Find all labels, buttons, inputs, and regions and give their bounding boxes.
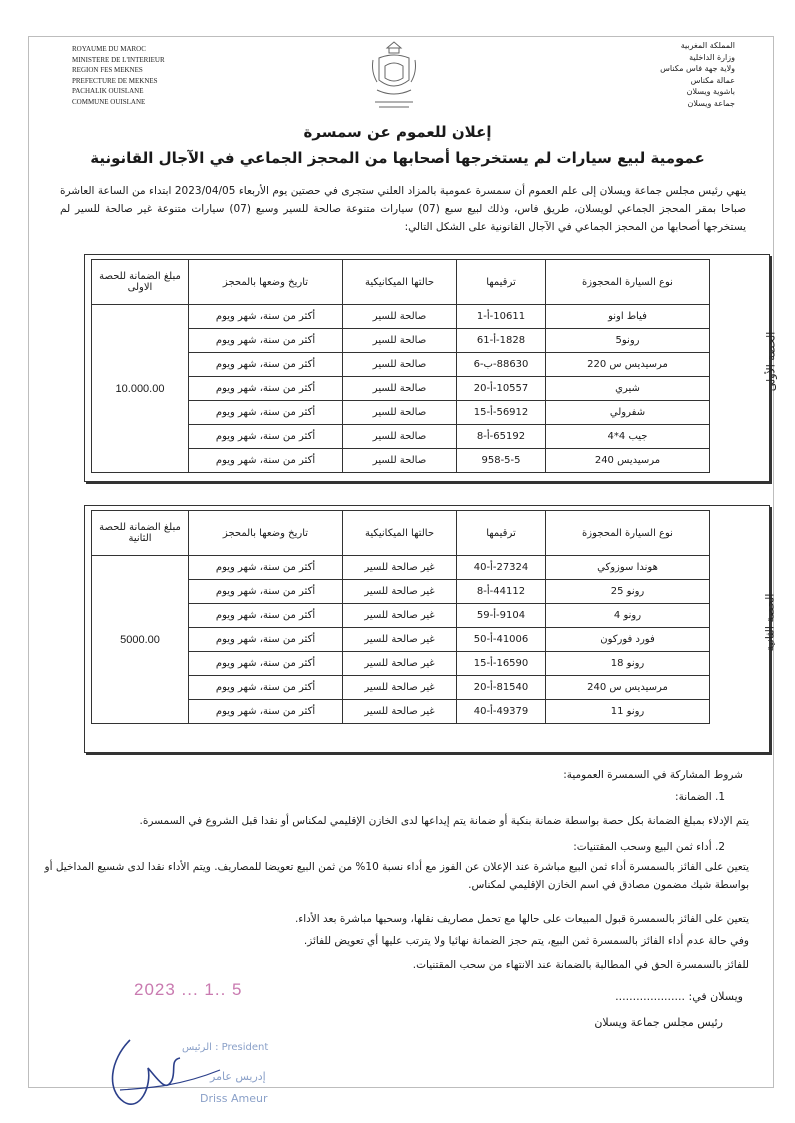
condition-2-title: 2. أداء ثمن البيع وسحب المقتنيات: (573, 841, 725, 853)
vehicle-state: غير صالحة للسير (343, 676, 457, 700)
condition-line-3: يتعين على الفائز بالسمسرة قبول المبيعات على حالها مع تحمل مصاريف نقلها، وسحبها مباشرة بعد الأداء. (294, 913, 749, 925)
conditions-heading: شروط المشاركة في السمسرة العمومية: (563, 769, 743, 781)
vehicle-state: صالحة للسير (343, 401, 457, 425)
vehicle-type: مرسيديس 240 (546, 449, 710, 473)
header-plate: ترقيمها (457, 511, 546, 556)
vehicle-date: أكثر من سنة، شهر ويوم (189, 353, 343, 377)
header-ar-line: المملكة المغربية (680, 41, 735, 50)
header-plate: ترقيمها (457, 260, 546, 305)
vehicle-type: رونو 25 (546, 580, 710, 604)
vehicle-date: أكثر من سنة، شهر ويوم (189, 556, 343, 580)
seal-text: Driss Ameur (200, 1092, 268, 1105)
condition-1-text: يتم الإدلاء بمبلغ الضمانة بكل حصة بواسطة ضمانة بنكية أو ضمانة يتم إيداعها لدى الخازن الإقليمي لمكناس أو نقدا قبل الشروع في السمسرة. (139, 815, 749, 827)
vehicle-state: صالحة للسير (343, 377, 457, 401)
intro-paragraph: ينهي رئيس مجلس جماعة ويسلان إلى علم العموم أن سمسرة عمومية بالمزاد العلني ستجرى في حصتين يوم الأربعاء 2023/04/05 ابتداء من الساعة العاشرة صباحا بمقر المحجز الجماعي لويسلان، طريق فاس، وذلك لبيع سبع (07) سيارات متنوعة صالحة للسير وسبع (07) سيارات متنوعة غير صالحة للسير لم يستخرجها أصحابها من المحجز الجماعي في الآجال القانونية على الشكل التالي: (60, 185, 746, 233)
vehicle-date: أكثر من سنة، شهر ويوم (189, 628, 343, 652)
lot2-table (91, 510, 710, 724)
coat-of-arms-icon (367, 40, 421, 114)
header-ar-line: ولاية جهة فاس مكناس (660, 64, 735, 73)
header-bail: مبلغ الضمانة للحصة الثانية (92, 511, 189, 556)
vehicle-date: أكثر من سنة، شهر ويوم (189, 401, 343, 425)
vehicle-state: غير صالحة للسير (343, 604, 457, 628)
vehicle-state: غير صالحة للسير (343, 700, 457, 724)
announcement-subtitle: عمومية لبيع سيارات لم يستخرجها أصحابها من المحجز الجماعي في الآجال القانونية (90, 149, 705, 167)
vehicle-type: فياط اونو (546, 305, 710, 329)
vehicle-plate: 9104-أ-59 (457, 604, 546, 628)
vehicle-state: غير صالحة للسير (343, 628, 457, 652)
vehicle-date: أكثر من سنة، شهر ويوم (189, 652, 343, 676)
header-ar-line: باشوية ويسلان (686, 87, 735, 96)
lot2-side-label (741, 593, 777, 652)
vehicle-date: أكثر من سنة، شهر ويوم (189, 377, 343, 401)
vehicle-state: غير صالحة للسير (343, 652, 457, 676)
header-fr-line: MINISTERE DE L'INTERIEUR (72, 55, 165, 64)
vehicle-plate: 958-5-5 (457, 449, 546, 473)
vehicle-date: أكثر من سنة، شهر ويوم (189, 580, 343, 604)
vehicle-date: أكثر من سنة، شهر ويوم (189, 604, 343, 628)
header-fr-line: COMMUNE OUISLANE (72, 97, 146, 106)
vehicle-plate: 41006-أ-50 (457, 628, 546, 652)
vehicle-date: أكثر من سنة، شهر ويوم (189, 676, 343, 700)
header-bail: مبلغ الضمانة للحصة الاولى (92, 260, 189, 305)
header-type: نوع السيارة المحجوزة (546, 260, 710, 305)
date-stamp: 2023 ... 1.. 5 (134, 980, 243, 999)
vehicle-type: رونو 18 (546, 652, 710, 676)
header-date: تاريخ وضعها بالمحجز (189, 511, 343, 556)
table-row (92, 305, 710, 329)
announcement-title: إعلان للعموم عن سمسرة (303, 123, 492, 141)
vehicle-type: مرسيديس س 220 (546, 353, 710, 377)
vehicle-type: رونو 4 (546, 604, 710, 628)
condition-2-text: يتعين على الفائز بالسمسرة أداء ثمن البيع مباشرة عند الإعلان عن الفوز مع أداء نسبة 10% من ثمن البيع تعويضا للمصاريف. ويتم الأداء نقدا لدى شسيع المداخيل أو بواسطة شيك مضمون مصادق في اسم الخازن الإقليمي لمكناس. (44, 861, 749, 891)
lot1-frame (84, 254, 778, 482)
vehicle-plate: 27324-أ-40 (457, 556, 546, 580)
vehicle-plate: 16590-أ-15 (457, 652, 546, 676)
vehicle-plate: 56912-أ-15 (457, 401, 546, 425)
header-ar-line: وزارة الداخلية (689, 52, 735, 62)
vehicle-type: رونو5 (546, 329, 710, 353)
vehicle-type: فورد فوركون (546, 628, 710, 652)
vehicle-date: أكثر من سنة، شهر ويوم (189, 449, 343, 473)
header-date: تاريخ وضعها بالمحجز (189, 260, 343, 305)
lot2-bail-amount: 5000.00 (92, 556, 189, 724)
vehicle-state: غير صالحة للسير (343, 556, 457, 580)
vehicle-state: صالحة للسير (343, 353, 457, 377)
condition-line-4: وفي حالة عدم أداء الفائز بالسمسرة ثمن البيع، يتم حجز الضمانة نهائيا ولا يترتب عليها أي تعويض للفائز. (303, 935, 749, 947)
vehicle-type: جيب 4*4 (546, 425, 710, 449)
vehicle-date: أكثر من سنة، شهر ويوم (189, 425, 343, 449)
table-row (92, 556, 710, 580)
vehicle-state: صالحة للسير (343, 449, 457, 473)
header-fr-line: PREFECTURE DE MEKNES (72, 76, 158, 85)
vehicle-plate: 10557-أ-20 (457, 377, 546, 401)
condition-line-5: للفائز بالسمسرة الحق في المطالبة بالضمانة عند الانتهاء من سحب المقتنيات. (412, 959, 749, 971)
vehicle-date: أكثر من سنة، شهر ويوم (189, 305, 343, 329)
vehicle-plate: 65192-أ-8 (457, 425, 546, 449)
vehicle-type: رونو 11 (546, 700, 710, 724)
vehicle-plate: 88630-ب-6 (457, 353, 546, 377)
vehicle-state: صالحة للسير (343, 425, 457, 449)
table-header-row (92, 260, 710, 305)
signatory-title: رئيس مجلس جماعة ويسلان (594, 1016, 723, 1029)
header-ar-line: جماعة ويسلان (687, 98, 735, 108)
header-state: حالتها الميكانيكية (343, 511, 457, 556)
header-fr-line: PACHALIK OUISLANE (72, 87, 144, 95)
vehicle-state: صالحة للسير (343, 305, 457, 329)
vehicle-plate: 10611-أ-1 (457, 305, 546, 329)
header-ar-line: عمالة مكناس (690, 75, 735, 85)
vehicle-date: أكثر من سنة، شهر ويوم (189, 700, 343, 724)
seal-text: الرئيس : President (182, 1042, 269, 1053)
header-french (72, 44, 272, 107)
vehicle-plate: 44112-أ-8 (457, 580, 546, 604)
vehicle-type: هوندا سوزوكي (546, 556, 710, 580)
header-state: حالتها الميكانيكية (343, 260, 457, 305)
header-arabic (575, 40, 735, 109)
vehicle-type: شفرولي (546, 401, 710, 425)
header-type: نوع السيارة المحجوزة (546, 511, 710, 556)
vehicle-plate: 49379-أ-40 (457, 700, 546, 724)
vehicle-state: غير صالحة للسير (343, 580, 457, 604)
signature-seal-icon (100, 1030, 290, 1120)
condition-1-title: 1. الضمانة: (675, 791, 725, 803)
date-label: ويسلان في: .................... (615, 990, 743, 1003)
lot2-frame (84, 505, 777, 753)
header-fr-line: REGION FES MEKNES (72, 66, 143, 74)
header-fr-line: ROYAUME DU MAROC (72, 45, 146, 53)
table-header-row (92, 511, 710, 556)
lot1-table (91, 259, 710, 473)
lot1-bail-amount: 10.000.00 (92, 305, 189, 473)
seal-text: إدريس عامر (210, 1070, 266, 1083)
vehicle-type: شيري (546, 377, 710, 401)
vehicle-date: أكثر من سنة، شهر ويوم (189, 329, 343, 353)
lot1-label-text: الحصة الأولى (764, 331, 778, 392)
lot2-label-text: الحصة الثانية (763, 593, 777, 652)
lot1-side-label (741, 331, 778, 392)
vehicle-state: صالحة للسير (343, 329, 457, 353)
vehicle-type: مرسيديس س 240 (546, 676, 710, 700)
vehicle-plate: 1828-أ-61 (457, 329, 546, 353)
vehicle-plate: 81540-أ-20 (457, 676, 546, 700)
